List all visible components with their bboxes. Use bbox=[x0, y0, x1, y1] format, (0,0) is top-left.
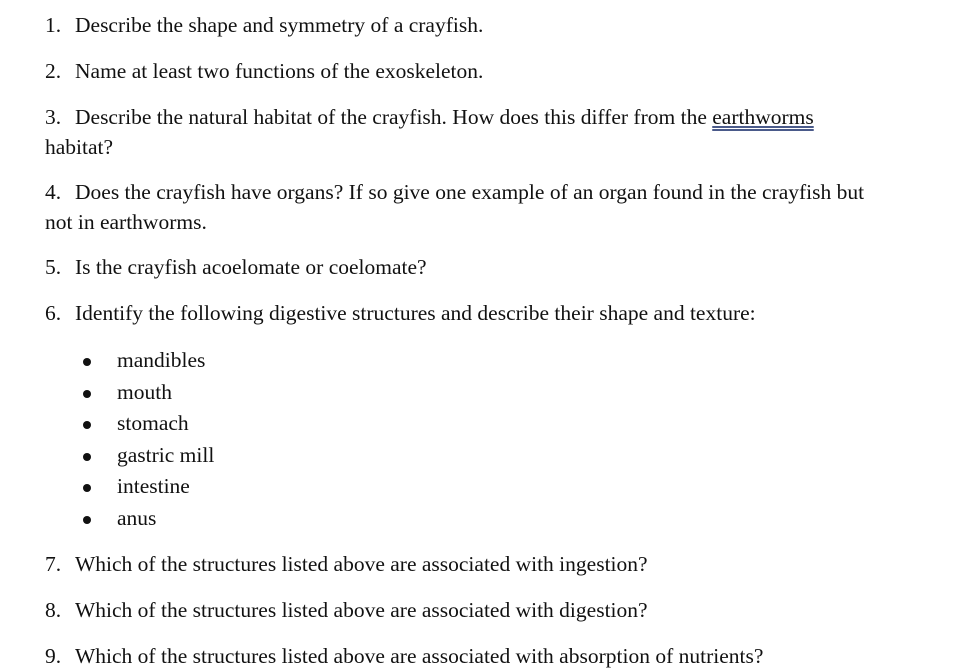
bullet-icon bbox=[83, 358, 91, 366]
question-text: Which of the structures listed above are associated with ingestion? bbox=[75, 552, 648, 576]
question-text: Describe the natural habitat of the crayfish. How does this differ from the bbox=[75, 105, 713, 129]
question-text: Identify the following digestive structures and describe their shape and texture: bbox=[75, 301, 756, 325]
question-number: 1. bbox=[45, 13, 62, 37]
bullet-icon bbox=[83, 516, 91, 524]
question-9 bbox=[45, 641, 763, 671]
question-number: 5. bbox=[45, 255, 62, 279]
question-text: Which of the structures listed above are associated with absorption of nutrients? bbox=[75, 644, 764, 668]
question-2 bbox=[45, 56, 483, 86]
question-5 bbox=[45, 252, 427, 282]
list-item-text: gastric mill bbox=[117, 442, 215, 467]
question-number: 2. bbox=[45, 59, 62, 83]
question-1 bbox=[45, 10, 483, 40]
list-item-text: mouth bbox=[117, 379, 172, 404]
question-number: 6. bbox=[45, 301, 62, 325]
bullet-icon bbox=[83, 390, 91, 398]
list-item-text: mandibles bbox=[117, 348, 206, 372]
list-item-text: stomach bbox=[117, 411, 189, 435]
question-3 bbox=[45, 102, 814, 162]
question-8 bbox=[45, 595, 648, 625]
bullet-icon bbox=[83, 421, 91, 429]
list-item bbox=[80, 503, 214, 535]
question-text: Is the crayfish acoelomate or coelomate? bbox=[75, 255, 427, 279]
question-text-continued: habitat? bbox=[45, 135, 114, 159]
underlined-word: earthworms bbox=[712, 105, 814, 129]
list-item-text: intestine bbox=[117, 474, 190, 498]
question-number: 4. bbox=[45, 180, 62, 204]
question-text: Does the crayfish have organs? If so give one example of an organ found in the crayfish but bbox=[75, 180, 865, 204]
list-item bbox=[80, 377, 214, 409]
question-number: 9. bbox=[45, 644, 62, 668]
bullet-icon bbox=[83, 453, 91, 461]
list-item bbox=[80, 440, 214, 472]
question-text-continued: not in earthworms. bbox=[45, 210, 207, 234]
question-text: Describe the shape and symmetry of a crayfish. bbox=[75, 13, 484, 37]
question-text: Name at least two functions of the exoskeleton. bbox=[75, 59, 484, 83]
digestive-structures-list bbox=[80, 345, 214, 534]
question-7 bbox=[45, 549, 648, 579]
question-number: 3. bbox=[45, 105, 62, 129]
question-6 bbox=[45, 298, 756, 328]
question-number: 8. bbox=[45, 598, 62, 622]
list-item bbox=[80, 471, 214, 503]
bullet-icon bbox=[83, 484, 91, 492]
list-item bbox=[80, 408, 214, 440]
question-text: Which of the structures listed above are associated with digestion? bbox=[75, 598, 648, 622]
list-item bbox=[80, 345, 214, 377]
question-4 bbox=[45, 177, 864, 237]
list-item-text: anus bbox=[117, 505, 157, 530]
question-number: 7. bbox=[45, 552, 62, 576]
